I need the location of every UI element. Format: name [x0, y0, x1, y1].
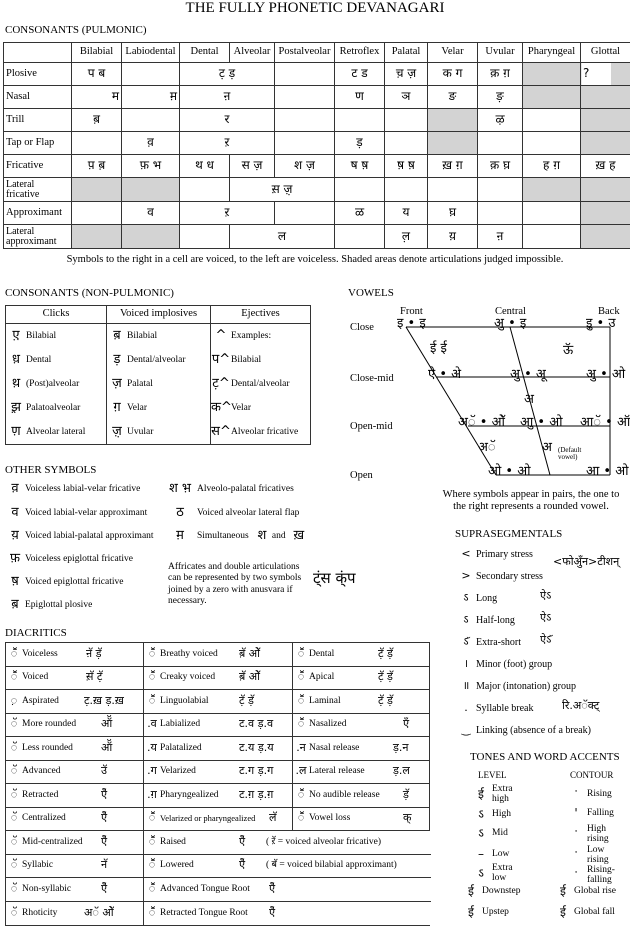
other-symbol-item: य़ Voiced labial-palatal approximant [11, 528, 154, 543]
vowel-closemid-back: अु • ओ [586, 367, 626, 382]
cell-fric-retroflex: ष ष़ [335, 155, 385, 178]
click-symbol: थ़ [11, 375, 21, 391]
tones-heading: TONES AND WORD ACCENTS [470, 751, 620, 763]
cell-plosive-bilabial: प ब [72, 63, 122, 86]
diacritic-row: ॕ Voiceless ऩॅ ड़ॅ [6, 643, 144, 667]
vowel-level-closemid: Close-mid [350, 373, 394, 384]
vowel-open-front: ओ • ओ [488, 464, 531, 479]
supra-item: ऽ Long [463, 591, 498, 604]
supra-heading: SUPRASEGMENTALS [455, 528, 563, 540]
implosive-symbol: ज़ [112, 375, 122, 391]
ejective-symbol: स^ [211, 423, 231, 439]
vowel-nearopen-central: अ [542, 440, 552, 455]
tone-level-item: ऽ High [478, 807, 511, 821]
vowel-close-central: अु • इ [494, 316, 527, 331]
diacritic-row: ॅ Advanced उॅ [6, 761, 144, 785]
other-symbol-item: व Voiced labial-velar approximant [11, 505, 148, 520]
tone-level-item: – Low [478, 847, 510, 861]
diacritic-row: ॕ Retracted Tongue Root ऐॅ [144, 902, 431, 926]
implosive-symbol: ड़ [113, 351, 121, 367]
vowel-level-openmid: Open-mid [350, 421, 393, 432]
affricate-note: Affricates and double articulations can be represented by two symbols joined by a zero with anusvara if necessary. [168, 562, 302, 607]
vowel-openmid-back: आॅ • ऑ [580, 415, 630, 430]
supra-item: < Primary stress [461, 547, 533, 560]
other-symbol-item: म़ Simultaneous श and ख़ [176, 528, 305, 543]
col-retroflex: Retroflex [335, 43, 385, 63]
diacritic-row: ॕ Lowered ऐॅ ( बॅ = voiced bilabial approximant) [144, 855, 431, 879]
cell-fric-uvular: क़ घ़ [478, 155, 523, 178]
row-lateral-approximant: Lateral approximant [4, 225, 72, 249]
supra-example: ऐऽ [540, 611, 552, 624]
vowel-level-open: Open [350, 470, 373, 481]
supra-item: > Secondary stress [461, 569, 543, 582]
cell-plosive-velar: क ग [428, 63, 478, 86]
click-symbol: ए़ [12, 327, 20, 343]
col-palatal: Palatal [385, 43, 428, 63]
cell-fric-dental: थ ध [180, 155, 230, 178]
cell-fric-alveolar: स ज़ [230, 155, 275, 178]
col-glottal: Glottal [581, 43, 630, 63]
supra-item: ‿ Linking (absence of a break) [461, 723, 591, 736]
cell-approx-velar: घ़ [428, 202, 478, 225]
supra-item: ऽ Half-long [463, 613, 515, 626]
cell-nasal-uvular: ङ़ [478, 86, 523, 109]
ejective-symbol: क^ [211, 399, 232, 415]
vowel-openmid-central: आु • ओ [520, 415, 563, 430]
col-bilabial: Bilabial [72, 43, 122, 63]
vowel-mid-central: अ [524, 392, 534, 407]
vowel-closemid-central: अु • अू [510, 367, 546, 382]
click-symbol: ण़ [11, 423, 21, 439]
cell-approx-labiodental: व [122, 202, 180, 225]
supra-example: ऐऽ [540, 589, 552, 602]
diacritic-row: ॅ More rounded ऑॅ [6, 714, 144, 738]
vowel-nearopen-front: अॅ [478, 440, 496, 455]
supra-item: । Minor (foot) group [463, 657, 553, 670]
diacritic-row: .य Palatalized ट.य ड़.य [144, 737, 293, 761]
diacritic-row: ॅ Mid-centralized ऐॅ [6, 831, 144, 855]
vowel-front-label: Front [400, 306, 423, 317]
other-symbols-heading: OTHER SYMBOLS [5, 464, 97, 476]
row-lateral-fricative: Lateral fricative [4, 178, 72, 202]
other-symbol-item: फ़ Voiceless epiglottal fricative [9, 551, 133, 566]
cell-nasal-alveolar: ऩ [180, 86, 275, 109]
diacritic-row: ॕ Breathy voiced ब़ॅ ओॅ [144, 643, 293, 667]
tone-contour-item: ॱ Low rising [574, 845, 609, 865]
vowel-closemid-front: ऐ • अे [428, 367, 462, 382]
vowel-near-close-back: ऊॅ [563, 343, 574, 358]
other-symbol-item: व़ Voiceless labial-velar fricative [11, 481, 141, 496]
cell-fric-postalveolar: श ज़ [275, 155, 335, 178]
pulmonic-caption: Symbols to the right in a cell are voiced, to the left are voiceless. Shaded areas denote articulations judged impossible. [66, 254, 564, 265]
cell-plosive-retroflex: ट ड [335, 63, 385, 86]
supra-item: ॥ Major (intonation) group [462, 679, 576, 692]
cell-nasal-labiodental: म़ [122, 86, 180, 109]
diacritic-row: ॕ Vowel loss क् [293, 808, 429, 832]
cell-tap-alveolar: ऱ [180, 132, 275, 155]
tone-level-item: ई Downstep [468, 884, 521, 898]
other-symbol-item: ष़ Voiced epiglottal fricative [11, 574, 124, 589]
cell-tap-labiodental: व़ [122, 132, 180, 155]
diacritic-row: ॕ Linguolabial ट़ॅ ड़ॅ [144, 690, 293, 714]
ejective-symbol: ^ [215, 327, 227, 343]
click-symbol: ध़ [12, 351, 20, 367]
col-pharyngeal: Pharyngeal [523, 43, 581, 63]
clicks-col: ए़ Bilabial ध़ Dental थ़ (Post)alveolar झ़ Palatoalveolar ण़ Alveolar lateral [6, 324, 107, 445]
ejective-symbol: ट़^ [212, 375, 230, 391]
diacritic-row: ॕ Dental ट़ॅ ड़ॅ [293, 643, 429, 667]
diacritic-row: ॕ Voiced स़ॅ ट़ॅ [6, 667, 144, 691]
cell-trill-bilabial: ब़ [72, 109, 122, 132]
diacritic-row: ॕ Nasalized एँ [293, 714, 429, 738]
tone-level-item: ई Extra high [478, 784, 513, 804]
vowel-openmid-front: अॅ • ओॅ [458, 415, 505, 430]
other-symbol-item: ब़ Epiglottal plosive [11, 597, 93, 612]
diacritic-row: .न Nasal release ड़.न [293, 737, 429, 761]
vowel-central-label: Central [495, 306, 526, 317]
diacritic-row: ॅ Rhoticity अॅ ओॅ [10, 905, 114, 919]
supra-example: रि.अॅक्ट् [562, 699, 600, 712]
cell-nasal-retroflex: ण [335, 86, 385, 109]
tone-contour-item: ꞌ Falling [574, 806, 614, 820]
diacritics-table [5, 642, 430, 926]
row-tap: Tap or Flap [4, 132, 72, 155]
row-fricative: Fricative [4, 155, 72, 178]
cell-trill-alveolar: र [180, 109, 275, 132]
col-alveolar: Alveolar [230, 43, 275, 63]
supra-item: ऽ̆ Extra-short [463, 635, 521, 648]
tones-level-label: LEVEL [478, 770, 507, 780]
tone-contour-item: ई Global rise [560, 884, 616, 898]
vowel-close-back: इु • उ [586, 316, 616, 331]
diacritic-row: ॕ No audible release ड़ॅ [293, 784, 429, 808]
page-title: THE FULLY PHONETIC DEVANAGARI [185, 0, 445, 16]
tone-contour-item: ॱ Rising [574, 787, 612, 801]
diacritic-row: .ग़ Pharyngealized ट.ग़ ड़.ग़ [144, 784, 293, 808]
diacritic-row: ॕ Raised ऐॅ ( ऱॅ = voiced alveolar fricative) [144, 831, 431, 855]
tone-level-item: ऽ Extra low [478, 863, 513, 883]
header-implosives: Voiced implosives [107, 306, 211, 324]
col-dental: Dental [180, 43, 230, 63]
tone-contour-item: ई Global fall [560, 905, 615, 919]
cell-approx-alveolar: ऱ [180, 202, 275, 225]
supra-item: . Syllable break [464, 701, 534, 714]
pulmonic-table [3, 42, 630, 249]
nonpulmonic-table [5, 305, 311, 445]
vowel-note: Where symbols appear in pairs, the one to the right represents a rounded vowel. [442, 489, 620, 513]
diacritic-row: ॅ Non-syllabic ऐॅ [6, 878, 144, 902]
diacritic-row: ॕ Advanced Tongue Root ऐॅ [144, 878, 431, 902]
diacritic-row: ॕ Apical ट़ॅ ड़ॅ [293, 667, 429, 691]
diacritic-row: ॅ Centralized ऐॅ [6, 808, 144, 832]
diacritic-row: ॅ Less rounded ऑॅ [6, 737, 144, 761]
diacritic-row: .ग Velarized ट.ग ड़.ग [144, 761, 293, 785]
col-labiodental: Labiodental [122, 43, 180, 63]
vowel-close-front: इ • इ [397, 316, 426, 331]
cell-fric-bilabial: प़ ब़ [72, 155, 122, 178]
diacritic-row: ॅ Syllabic नॅ [6, 855, 144, 879]
affricate-example: ट्ंस क्ंप [313, 569, 356, 587]
click-symbol: झ़ [11, 399, 21, 415]
cell-fric-velar: ख़ ग़ [428, 155, 478, 178]
cell-latapprox-retroflex: ल़ [385, 225, 428, 249]
implosive-symbol: ब़ [113, 327, 121, 343]
tone-level-item: ऽ Mid [478, 826, 508, 840]
header-clicks: Clicks [6, 306, 107, 324]
supra-example: <फोअुँन>टीशन् [553, 555, 620, 568]
vowel-back-label: Back [598, 306, 620, 317]
cell-tap-retroflex: ड़ [335, 132, 385, 155]
cell-plosive-uvular: क़ ग़ [478, 63, 523, 86]
row-approximant: Approximant [4, 202, 72, 225]
diacritic-row: ॅ Retracted ऐॅ [6, 784, 144, 808]
implosives-col: ब़ Bilabial ड़ Dental/alveolar ज़ Palatal ग़ Velar ज़़ Uvular [107, 324, 211, 445]
pulmonic-heading: CONSONANTS (PULMONIC) [5, 24, 147, 36]
vowel-near-close-front: ई ई [430, 341, 447, 356]
header-ejectives: Ejectives [211, 306, 311, 324]
cell-latfric-alveolar: स़ ज़़ [230, 178, 335, 202]
row-trill: Trill [4, 109, 72, 132]
col-uvular: Uvular [478, 43, 523, 63]
other-symbol-item: ठ Voiced alveolar lateral flap [176, 505, 300, 520]
ejectives-col: ^ Examples: प^ Bilabial ट़^ Dental/alveolar क^ Velar स^ Alveolar fricative [211, 324, 311, 445]
row-plosive: Plosive [4, 63, 72, 86]
cell-nasal-palatal: ञ [385, 86, 428, 109]
vowel-level-close: Close [350, 322, 374, 333]
row-nasal: Nasal [4, 86, 72, 109]
cell-nasal-velar: ङ [428, 86, 478, 109]
col-postalveolar: Postalveolar [275, 43, 335, 63]
tones-contour-label: CONTOUR [570, 770, 614, 780]
cell-plosive-palatal: च़ ज़ [385, 63, 428, 86]
cell-plosive-alveolar: ट़ ड़ [180, 63, 275, 86]
diacritic-row: ॕ Creaky voiced ब़ॅ ओॅ [144, 667, 293, 691]
cell-nasal-bilabial: म [72, 86, 122, 109]
diacritic-row: .ल Lateral release ड़.ल [293, 761, 429, 785]
diacritics-heading: DIACRITICS [5, 627, 67, 639]
cell-latapprox-velar: ऩ [478, 225, 523, 249]
diacritic-row: ़ Aspirated ट़.ख़ ड़.ख़ [6, 690, 144, 714]
tone-level-item: ई Upstep [468, 905, 509, 919]
cell-fric-palatal: ष़ ष़ [385, 155, 428, 178]
implosive-symbol: ज़़ [112, 423, 122, 439]
vowel-open-back: आ • ओ [586, 464, 629, 479]
vowel-default-note: (Default vowel) [558, 446, 582, 461]
ejective-symbol: प^ [211, 351, 231, 367]
other-symbol-item: श भ़ Alveolo-palatal fricatives [168, 481, 294, 496]
supra-example: ऐऽ̆ [540, 633, 552, 646]
cell-fric-glottal: ख़ ह [581, 155, 630, 178]
vowels-heading: VOWELS [348, 287, 394, 299]
cell-approx-palatal: य [385, 202, 428, 225]
cell-fric-labiodental: फ़ भ [122, 155, 180, 178]
diacritic-row: ॕ Laminal ट़ॅ ड़ॅ [293, 690, 429, 714]
cell-latapprox-palatal: य़ [428, 225, 478, 249]
tone-contour-item: ॱ Rising-falling [574, 865, 615, 885]
col-velar: Velar [428, 43, 478, 63]
cell-approx-retroflex: ळ [335, 202, 385, 225]
corner-cell [4, 43, 72, 63]
cell-fric-pharyngeal: ह ग़ [523, 155, 581, 178]
diacritic-row: ॕ Velarized or pharyngealized लॅ [144, 808, 293, 832]
cell-plosive-glottal: ? [581, 63, 630, 86]
implosive-symbol: ग़ [113, 399, 121, 415]
cell-trill-uvular: ऴ [478, 109, 523, 132]
cell-latapprox-alveolar: ल [230, 225, 335, 249]
tone-contour-item: ॱ High rising [574, 824, 609, 844]
nonpulmonic-heading: CONSONANTS (NON-PULMONIC) [5, 287, 174, 299]
diacritic-row: .व Labialized ट.व ड़.व [144, 714, 293, 738]
